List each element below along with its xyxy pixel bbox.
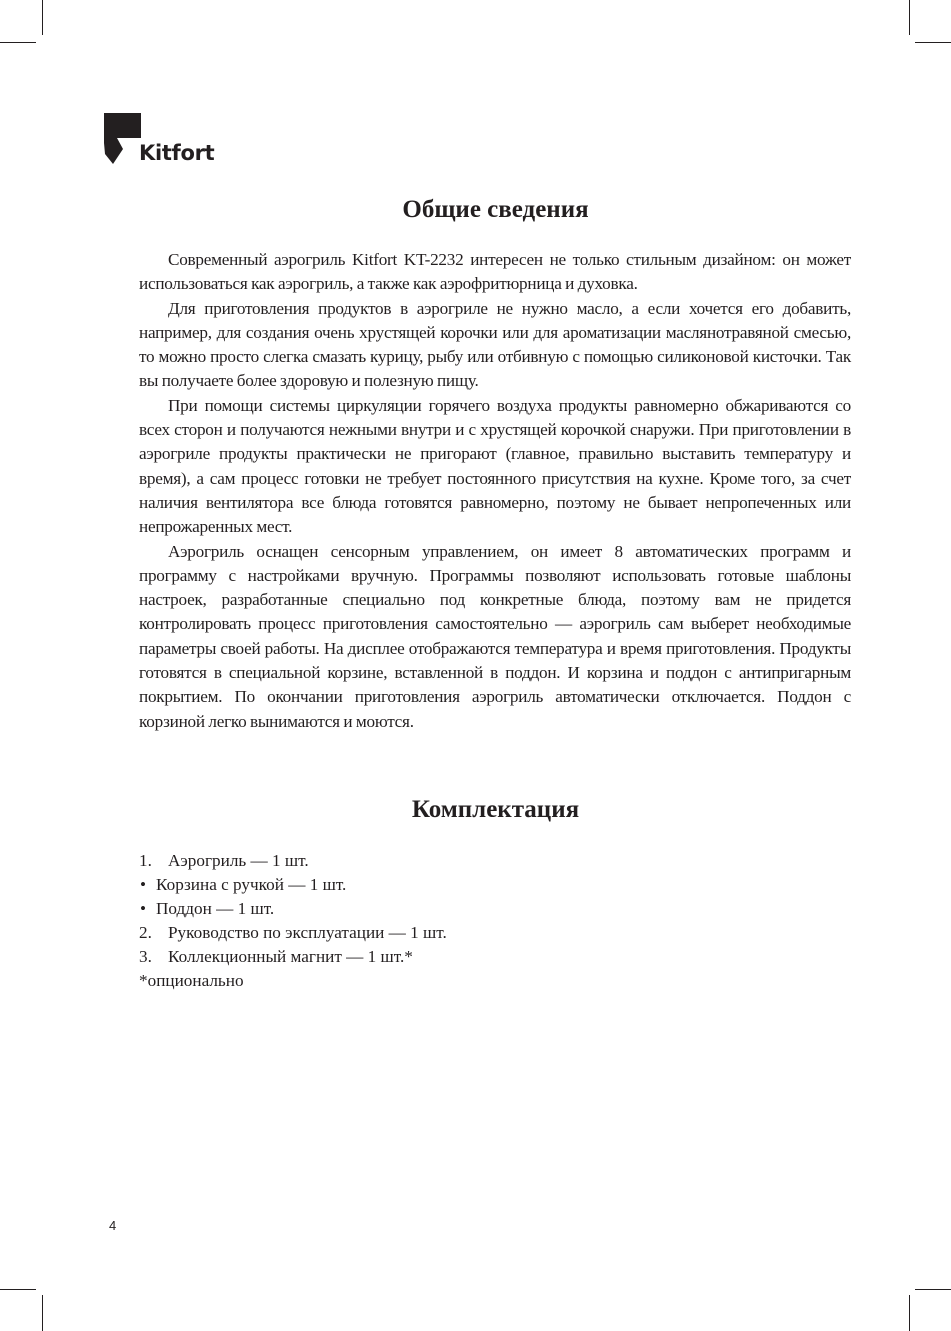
crop-mark-bottom-left-horizontal <box>0 1289 36 1290</box>
bullet-icon: • <box>140 875 147 894</box>
crop-mark-bottom-right-vertical <box>909 1295 910 1331</box>
crop-mark-top-left-vertical <box>42 0 43 35</box>
list-number: 3. <box>139 947 152 966</box>
paragraph: Для приготовления продуктов в аэрогриле не нужно масло, а если хочется его добавить, например, для создания очень хрустящей корочки или для ароматизации маслянотравяной смесью, то можно просто слегка смазать курицу, рыбу или отбивную с помощью силиконовой кисточки. Так вы получаете более здоровую и полезную пищу. <box>139 298 851 391</box>
list-subitem <box>139 897 447 921</box>
list-number: 2. <box>139 923 152 942</box>
list-item <box>139 921 447 945</box>
list-subitem <box>139 873 447 897</box>
crop-mark-bottom-right-horizontal <box>915 1289 951 1290</box>
crop-mark-bottom-left-vertical <box>42 1295 43 1331</box>
list-item-text: Руководство по эксплуатации — 1 шт. <box>168 923 447 942</box>
brand-name: Kitfort <box>139 141 215 165</box>
paragraph: Современный аэрогриль Kitfort KT-2232 интересен не только стильным дизайном: он может использоваться как аэрогриль, а также как аэрофритюрница и духовка. <box>139 250 851 294</box>
brand-logo <box>104 113 214 165</box>
bullet-icon: • <box>140 899 147 918</box>
list-item-text: Поддон — 1 шт. <box>156 899 275 918</box>
kitfort-shield-icon <box>104 113 144 165</box>
list-item-text: Корзина с ручкой — 1 шт. <box>156 875 347 894</box>
crop-mark-top-left-horizontal <box>0 42 36 43</box>
list-number: 1. <box>139 851 152 870</box>
crop-mark-top-right-horizontal <box>915 42 951 43</box>
crop-mark-top-right-vertical <box>909 0 910 35</box>
list-item-text: Коллекционный магнит — 1 шт.* <box>168 947 413 966</box>
page-number: 4 <box>109 1218 117 1233</box>
kit-list <box>139 849 447 993</box>
footnote: *опционально <box>139 971 244 990</box>
general-info-text <box>139 248 851 734</box>
list-item-text: Аэрогриль — 1 шт. <box>168 851 309 870</box>
list-item <box>139 849 447 873</box>
paragraph: Аэрогриль оснащен сенсорным управлением, он имеет 8 автоматических программ и программу с настройками вручную. Программы позволяют использовать готовые шаблоны настроек, разработанные специально под конкретные блюда, поэтому вам не придется контролировать процесс приготовления самостоятельно — аэрогриль сам выберет необходимые параметры своей работы. На дисплее отображаются температура и время приготовления. Продукты готовятся в специальной корзине, вставленной в поддон. И корзина и поддон с антипригарным покрытием. По окончании приготовления аэрогриль автоматически отключается. Поддон с корзиной легко вынимаются и моются. <box>139 541 851 731</box>
list-item <box>139 945 447 969</box>
paragraph: При помощи системы циркуляции горячего воздуха продукты равномерно обжариваются со всех сторон и получаются нежными внутри и с хрустящей корочкой снаружи. При приготовлении в аэрогриле продукты практически не пригорают (главное, правильно выставить температуру и время), а сам процесс готовки не требует постоянного присутствия на кухне. Кроме того, за счет наличия вентилятора все блюда готовятся равномерно, поэтому не бывает непропеченных или непрожаренных мест. <box>139 395 851 537</box>
section-title-kit: Комплектация <box>411 796 580 823</box>
section-title-general: Общие сведения <box>402 196 589 223</box>
